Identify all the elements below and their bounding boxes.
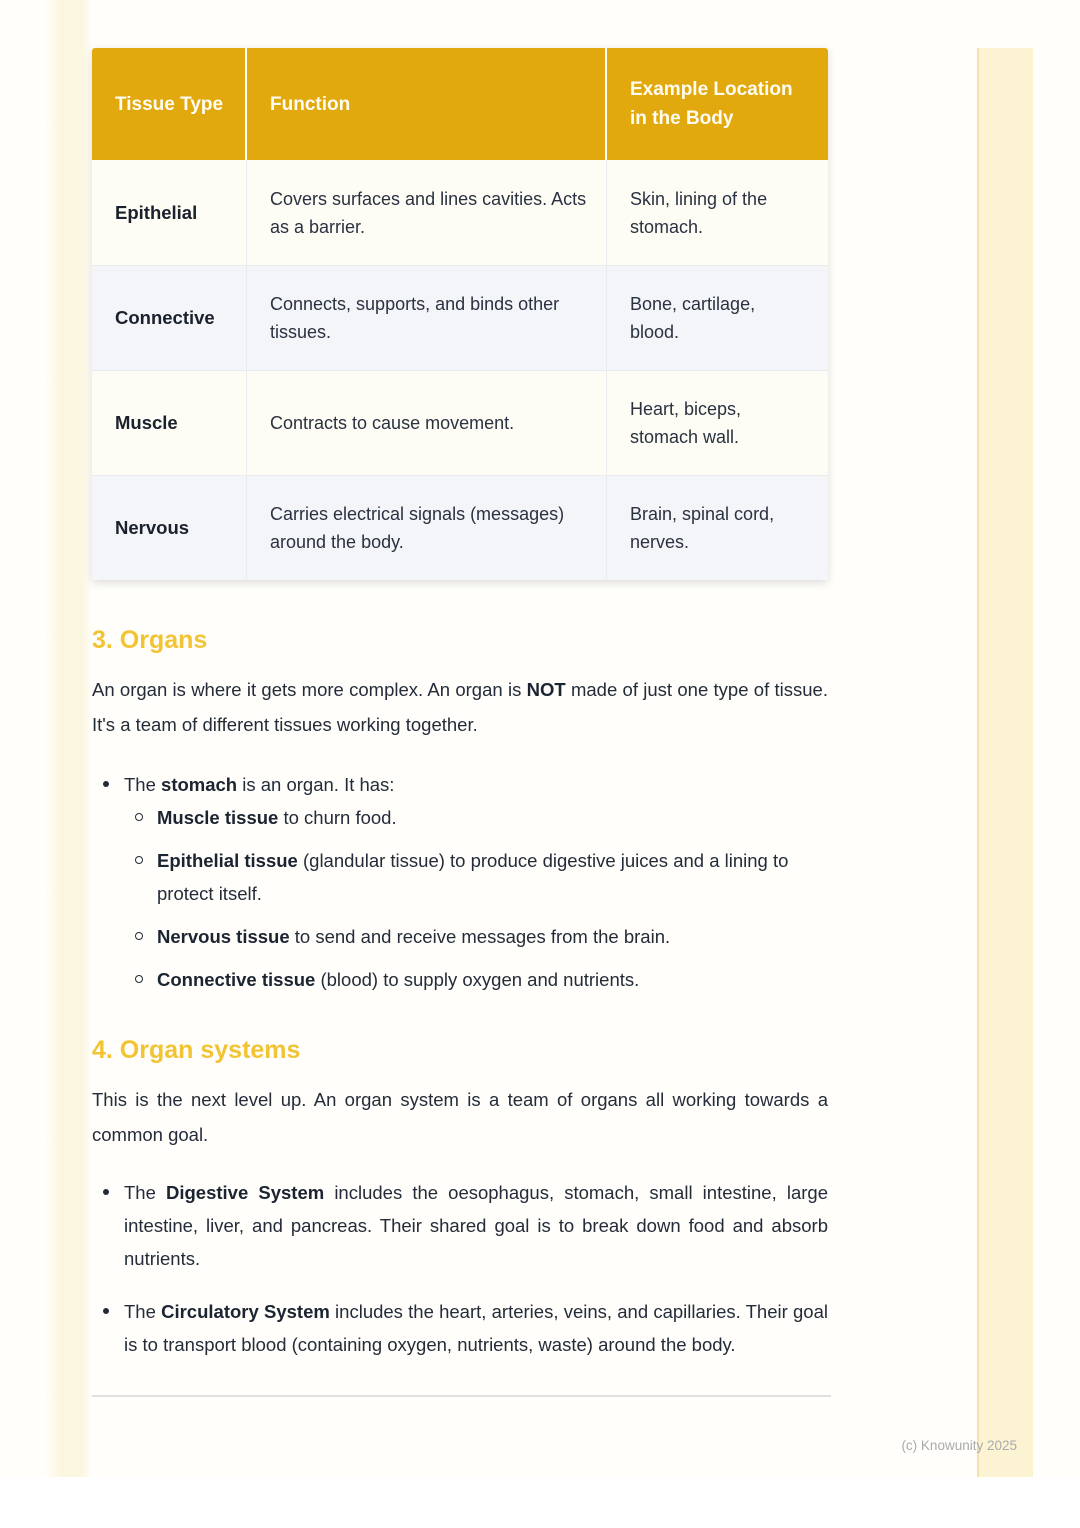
digestive-bold: Digestive System [166,1182,325,1203]
connective-tissue-bold: Connective tissue [157,969,316,990]
cell-tissue-type: Nervous [92,476,247,580]
cell-tissue-type: Epithelial [92,160,247,265]
list-item-connective-tissue [92,963,828,996]
list-item-epithelial-tissue [92,844,828,910]
left-accent-band [44,0,92,1477]
circulatory-text: includes the heart, arteries, veins, and capillaries. Their goal is to transport blood (containing oxygen, nutrients, waste) around the body. [124,1301,828,1355]
bullet-icon [103,781,109,787]
section-title-organ-systems: 4. Organ systems [92,1036,301,1064]
cell-function: Carries electrical signals (messages) around the body. [247,476,607,580]
list-item-stomach [92,768,828,801]
list-item-digestive-system [92,1176,828,1275]
digestive-text: includes the oesophagus, stomach, small intestine, large intestine, liver, and pancreas. Their shared goal is to break down food and absorb nutrients. [124,1182,828,1269]
bullet-icon [103,1308,109,1314]
connective-tissue-text: (blood) to supply oxygen and nutrients. [315,969,640,990]
section-title-organs: 3. Organs [92,626,208,654]
document-content [92,48,828,1397]
cell-tissue-type: Muscle [92,371,247,475]
cell-function: Connects, supports, and binds other tissues. [247,266,607,370]
cell-location: Heart, biceps, stomach wall. [630,399,742,447]
organ-systems-intro-paragraph: This is the next level up. An organ system is a team of organs all working towards a common goal. [92,1089,828,1145]
circulatory-bold: Circulatory System [161,1301,330,1322]
circle-bullet-icon [135,932,143,940]
organs-bullet-list [92,768,828,996]
circle-bullet-icon [135,975,143,983]
epithelial-tissue-text: (glandular tissue) to produce digestive juices and a lining to protect itself. [157,850,789,904]
organs-intro-pre: An organ is where it gets more complex. An organ is [92,679,527,700]
organs-intro-bold: NOT [526,679,566,700]
cell-location: Bone, cartilage, blood. [630,294,756,342]
cell-location: Skin, lining of the stomach. [630,188,768,237]
table-row [92,370,828,475]
circle-bullet-icon [135,856,143,864]
epithelial-tissue-bold: Epithelial tissue [157,850,298,871]
table-header-row [92,48,828,160]
stomach-pre: The [124,774,162,795]
cell-location: Brain, spinal cord, nerves. [630,504,775,552]
nervous-tissue-text: to send and receive messages from the brain. [289,926,671,947]
muscle-tissue-text: to churn food. [278,807,397,828]
cell-tissue-type: Connective [92,266,247,370]
list-item-nervous-tissue [92,920,828,953]
organs-intro-post: made of just one type of tissue. It's a team of different tissues working together. [92,679,828,735]
copyright-footer: (c) Knowunity 2025 [901,1438,1017,1453]
circulatory-pre: The [124,1301,162,1322]
table-header-function: Function [247,48,607,160]
table-row [92,475,828,580]
bullet-icon [103,1189,109,1195]
stomach-post: is an organ. It has: [237,774,395,795]
tissue-table [92,48,828,580]
list-item-muscle-tissue [92,801,828,834]
stomach-bold: stomach [161,774,238,795]
bottom-divider [92,1395,831,1397]
table-header-tissue-type: Tissue Type [92,48,247,160]
table-row [92,160,828,265]
table-row [92,265,828,370]
organs-intro-paragraph [92,672,828,742]
list-item-circulatory-system [92,1295,828,1361]
cell-function: Contracts to cause movement. [247,371,607,475]
table-header-example-location: Example Location in the Body [630,79,793,129]
muscle-tissue-bold: Muscle tissue [157,807,279,828]
nervous-tissue-bold: Nervous tissue [157,926,290,947]
circle-bullet-icon [135,813,143,821]
organ-systems-bullet-list [92,1176,828,1361]
cell-function: Covers surfaces and lines cavities. Acts as a barrier. [247,160,607,265]
right-accent-stripe [977,48,1033,1477]
digestive-pre: The [124,1182,166,1203]
